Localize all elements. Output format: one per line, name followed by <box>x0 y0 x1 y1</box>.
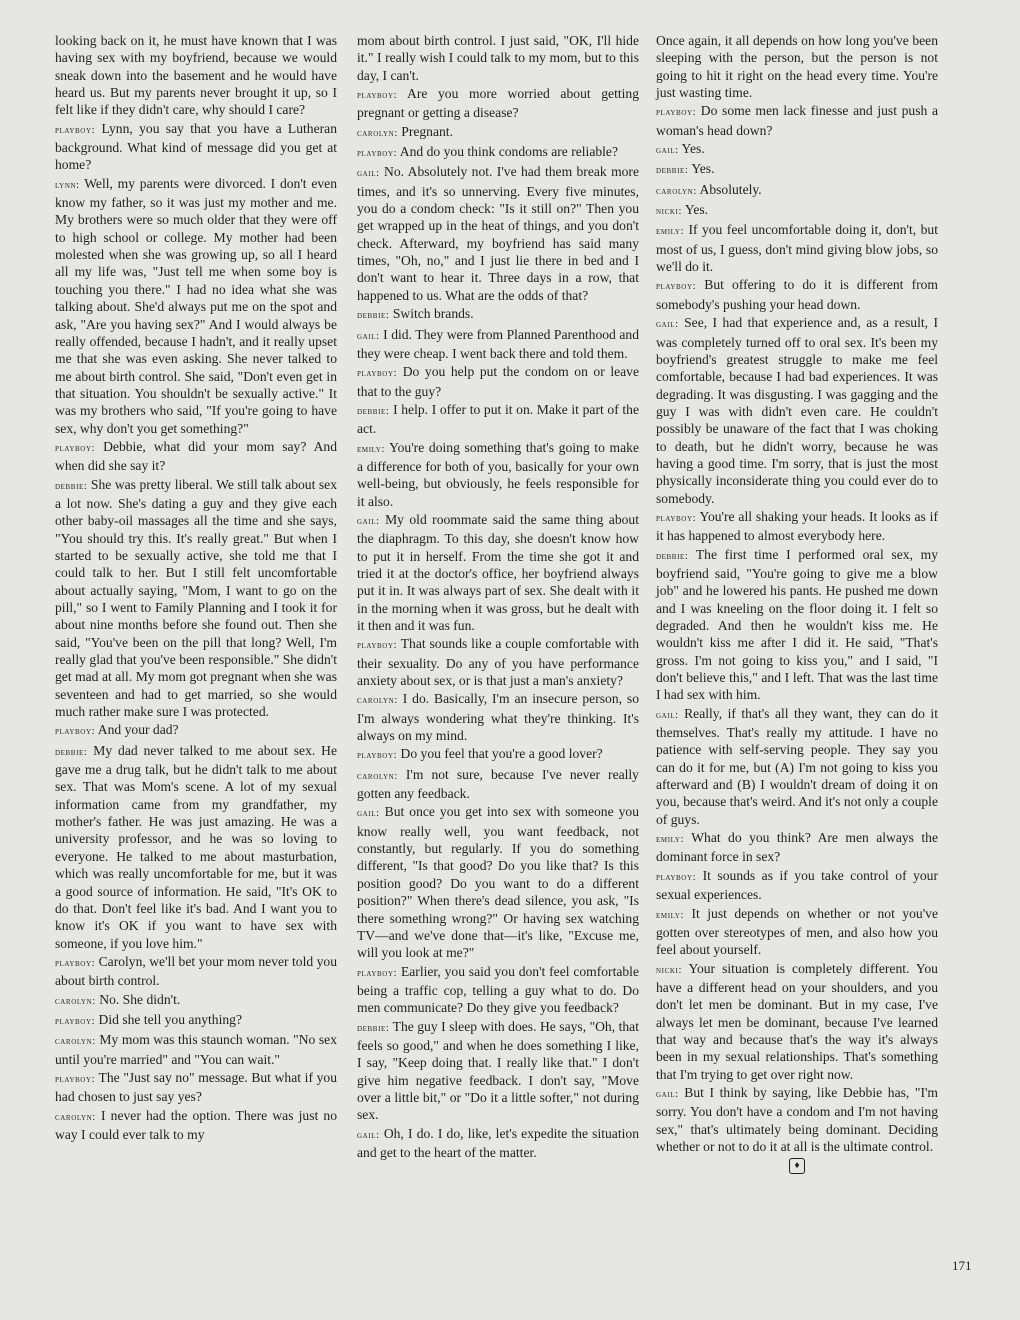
speaker-label: playboy: <box>357 148 398 160</box>
paragraph-text: The first time I performed oral sex, my boyfriend said, "You're going to give me a blow job" and he lowered his pants. He pushed me down and I was kneeling on the floor doing it. I felt so degraded. And then he wouldn't kiss me. He wouldn't kiss me after I did it. He said, "That's gross. I'm not going to kiss you," and I said, "I don't believe this," and I left. That was the last time I had sex with him. <box>656 546 938 703</box>
paragraph-text: Did she tell you anything? <box>98 1011 243 1027</box>
paragraph <box>357 305 639 324</box>
paragraph <box>55 953 337 990</box>
paragraph-text: That sounds like a couple comfortable with their sexuality. Do any of you have performance anxiety about sex, or is that just a man's anxiety? <box>357 636 640 689</box>
speaker-label: playboy: <box>357 967 398 979</box>
paragraph-text: Debbie, what did your mom say? And when did she say it? <box>55 438 337 474</box>
speaker-label: carolyn: <box>55 1036 96 1048</box>
speaker-label: playboy: <box>55 1073 96 1085</box>
speaker-label: gail: <box>656 1088 679 1100</box>
speaker-label: debbie: <box>656 550 689 562</box>
paragraph-text: Yes. <box>691 161 715 177</box>
paragraph <box>656 705 938 828</box>
speaker-label: carolyn: <box>656 185 697 197</box>
paragraph <box>357 511 639 634</box>
speaker-label: emily: <box>656 834 684 846</box>
paragraph-text: You're doing something that's going to make a difference for both of you, basically for your own well-being, but obviously, he feels responsible for it also. <box>357 439 639 509</box>
paragraph-text: And your dad? <box>97 722 179 738</box>
paragraph <box>357 766 639 803</box>
paragraph-text: I help. I offer to put it on. Make it part of the act. <box>357 401 639 437</box>
speaker-label: gail: <box>357 808 380 820</box>
paragraph <box>357 123 639 142</box>
speaker-label: debbie: <box>357 310 390 322</box>
paragraph <box>656 32 938 101</box>
paragraph-text: Yes. <box>684 202 709 218</box>
paragraph <box>656 140 938 159</box>
paragraph <box>357 85 639 122</box>
paragraph-text: My old roommate said the same thing about the diaphragm. To this day, she doesn't know how to put it in herself. From the time she got it and tried it at the doctor's office, her boyfriend always put it in. It was always part of sex. She dealt with it in the morning when it was gross, but he dealt with it then and it was fun. <box>357 511 639 633</box>
speaker-label: gail: <box>656 319 679 331</box>
paragraph <box>656 201 938 220</box>
paragraph-text: What do you think? Are men always the dominant force in sex? <box>656 830 939 865</box>
paragraph <box>656 221 938 275</box>
text-column-3 <box>656 32 938 1174</box>
paragraph-text: Are you more worried about getting pregnant or getting a disease? <box>357 86 640 121</box>
speaker-label: debbie: <box>55 746 88 758</box>
speaker-label: emily: <box>357 443 385 455</box>
speaker-label: debbie: <box>357 1022 390 1034</box>
paragraph <box>357 690 639 744</box>
speaker-label: carolyn: <box>357 127 398 139</box>
speaker-label: playboy: <box>656 871 697 883</box>
speaker-label: gail: <box>357 168 380 180</box>
speaker-label: playboy: <box>656 107 697 119</box>
paragraph-text: But I think by saying, like Debbie has, "I'm sorry. You don't have a condom and I'm not having sex," that's ultimately being dominant. Deciding whether or not to do it at all is the ultimate control. <box>656 1084 938 1154</box>
paragraph <box>55 721 337 740</box>
speaker-label: playboy: <box>55 1015 96 1027</box>
paragraph-text: mom about birth control. I just said, "OK, I'll hide it." I really wish I could talk to my mom, but to this day, I can't. <box>357 33 639 83</box>
paragraph <box>55 476 337 721</box>
paragraph-text: If you feel uncomfortable doing it, don't, but most of us, I guess, don't mind giving blow jobs, so we'll do it. <box>656 222 938 275</box>
paragraph <box>55 1031 337 1068</box>
text-column-2 <box>357 32 639 1162</box>
speaker-label: playboy: <box>656 281 697 293</box>
speaker-label: carolyn: <box>55 1111 96 1123</box>
paragraph-text: Carolyn, we'll bet your mom never told you about birth control. <box>55 953 337 989</box>
paragraph <box>55 991 337 1010</box>
speaker-label: playboy: <box>656 512 697 524</box>
paragraph <box>55 1011 337 1030</box>
paragraph <box>55 1069 337 1106</box>
paragraph <box>656 546 938 704</box>
paragraph-text: Your situation is completely different. You have a different head on your shoulders, and you don't let men be dominant. But in my case, I've always let men be dominant, because I've learned that way and because that's the way it's always been in my sexual relationships. That's something that I'm trying to get over right now. <box>656 960 938 1082</box>
speaker-label: gail: <box>656 145 679 157</box>
paragraph <box>357 326 639 363</box>
paragraph <box>656 276 938 313</box>
playboy-bunny-icon: ♦ <box>789 1158 805 1174</box>
paragraph <box>656 905 938 959</box>
paragraph <box>656 314 938 507</box>
paragraph-text: Pregnant. <box>401 123 453 139</box>
paragraph-text: I did. They were from Planned Parenthood and they were cheap. I went back there and told them. <box>357 326 639 361</box>
paragraph-text: Switch brands. <box>392 306 474 322</box>
paragraph-text: Absolutely. <box>699 181 762 197</box>
paragraph-text: Really, if that's all they want, they can do it themselves. That's really my attitude. I have no patience with self-serving people. They say you can do it for me, but (A) I'm not going to kiss you afterward and (B) I wouldn't dream of doing it on you, because that's weird. And it's not only a couple of guys. <box>656 705 938 827</box>
paragraph <box>55 742 337 952</box>
paragraph-text: The guy I sleep with does. He says, "Oh, that feels so good," and when he does something I like, I say, "Keep doing that. I really like that." I don't give him negative feedback. I don't say, "Move over a little bit," or "Do it a little softer," not during sex. <box>357 1018 639 1123</box>
text-column-1 <box>55 32 337 1144</box>
paragraph <box>357 1018 639 1124</box>
paragraph-text: Do you help put the condom on or leave that to the guy? <box>357 364 639 399</box>
paragraph <box>656 829 938 866</box>
paragraph-text: Lynn, you say that you have a Lutheran background. What kind of message did you get at home? <box>55 120 337 173</box>
paragraph-text: Oh, I do. I do, like, let's expedite the situation and get to the heart of the matter. <box>357 1125 639 1160</box>
paragraph-text: Once again, it all depends on how long you've been sleeping with the person, but the person is not going to hit it right on the head every time. You're just wasting time. <box>656 33 938 101</box>
speaker-label: gail: <box>357 515 380 527</box>
paragraph <box>357 32 639 84</box>
speaker-label: playboy: <box>357 640 398 652</box>
speaker-label: playboy: <box>357 90 398 102</box>
paragraph-text: My dad never talked to me about sex. He gave me a drug talk, but he didn't talk to me about sex. That was Mom's scene. A lot of my sexual information came from my grandfather, my mother's father. He was just amazing. He was a university professor, and he was so loving to everyone. He talked to me about masturbation, which was really uncomfortable for me, but it was a good source of information. He said, "It's OK to do that. Don't feel like it's bad. And I want you to know it's OK if you want to have sex with someone, if you love him." <box>55 742 337 951</box>
paragraph <box>656 181 938 200</box>
speaker-label: gail: <box>357 1129 380 1141</box>
paragraph-text: No. Absolutely not. I've had them break more times, and it's so unnerving. Every five minutes, you do a condom check: "Is it still on?" Then you get wrapped up in the heat of things, and you don't check. Afterward, my boyfriend has said many times, "Oh, no," and I just lie there in bed and I don't want to hear it. Three days in a row, that happened to us. What are the odds of that? <box>357 164 639 303</box>
paragraph <box>656 867 938 904</box>
paragraph-text: But once you get into sex with someone you know really well, you want feedback, not constantly, but regularly. If you do something different, "Is that good? Do you like that? Is this position good? Do you want to do a different position?" When there's dead silence, you ask, "Is there something wrong?" Or having sex watching TV—and we've done that—it's like, "Excuse me, will you look at me?" <box>357 804 639 961</box>
speaker-label: playboy: <box>55 957 96 969</box>
speaker-label: playboy: <box>55 124 96 136</box>
speaker-label: emily: <box>656 909 684 921</box>
speaker-label: playboy: <box>55 726 96 738</box>
paragraph-text: She was pretty liberal. We still talk about sex a lot now. She's dating a guy and they give each other baby-oil massages all the time and she says, "You should try this. It's really great." But when I started to be sexually active, she told me that I could talk to her. But I still felt uncomfortable about actually saying, "Mom, I want to go on the pill," so I went to Family Planning and I took it for about nine months before she found out. Then she said, "You've been on the pill that long? Well, I'm really glad that you've been responsible." She didn't get mad at all. My mom got pregnant when she was seventeen and had to get married, so she would much rather make sure I was protected. <box>55 476 337 720</box>
paragraph-text: See, I had that experience and, as a result, I was completely turned off to oral sex. It's been my boyfriend's greatest struggle to make me feel comfortable, because I had bad experiences. It was degrading. It was disgusting. I was gagging and the guy I was with didn't even care. He couldn't possibly be unaware of the fact that I was choking to death, but he didn't worry, because he was having a good time. I'm sorry, that is just the most physically inconsiderate thing you could ever do to somebody. <box>656 315 938 506</box>
paragraph <box>357 439 639 510</box>
paragraph <box>357 401 639 438</box>
paragraph-text: I do. Basically, I'm an insecure person, so I'm always wondering what they're thinking. It's always on my mind. <box>357 691 639 744</box>
paragraph <box>357 1125 639 1162</box>
speaker-label: playboy: <box>55 442 96 454</box>
paragraph <box>357 745 639 764</box>
paragraph-text: Do you feel that you're a good lover? <box>400 746 603 762</box>
paragraph-text: Earlier, you said you don't feel comfortable being a traffic cop, telling a guy what to do. Do men communicate? Do they give you feedback? <box>357 963 639 1016</box>
paragraph <box>357 963 639 1017</box>
speaker-label: nicki: <box>656 964 682 976</box>
speaker-label: playboy: <box>357 750 398 762</box>
paragraph <box>656 508 938 545</box>
speaker-label: debbie: <box>656 165 689 177</box>
paragraph-text: And do you think condoms are reliable? <box>399 144 618 160</box>
speaker-label: playboy: <box>357 368 398 380</box>
paragraph-text: Well, my parents were divorced. I don't even know my father, so it was just my mother and me. My brothers were so much older that they were off to high school or college. My mother had been molested when she was growing up, so all I heard all my life was, "Just tell me when some boy is touching you there." I had no idea what she was talking about. She'd always put me on the spot and ask, "Are you having sex?" And I would always be really offended, because I hadn't, and it really upset me that she was even asking. She never talked to me about birth control. She said, "Don't even get in that situation. You shouldn't be sexually active." It was my brothers who said, "If you're going to have sex, why don't you get something?" <box>55 175 337 436</box>
page-number: 171 <box>952 1258 972 1273</box>
speaker-label: carolyn: <box>55 995 96 1007</box>
paragraph <box>55 32 337 119</box>
paragraph <box>656 160 938 179</box>
paragraph-text: It just depends on whether or not you've gotten over stereotypes of men, and also how you feel about yourself. <box>656 905 938 958</box>
paragraph <box>656 1084 938 1155</box>
paragraph-text: You're all shaking your heads. It looks as if it has happened to almost everybody here. <box>656 508 938 544</box>
paragraph-text: No. She didn't. <box>99 991 181 1007</box>
paragraph <box>357 143 639 162</box>
speaker-label: gail: <box>357 330 380 342</box>
paragraph <box>656 102 938 139</box>
speaker-label: debbie: <box>55 480 88 492</box>
speaker-label: nicki: <box>656 206 682 218</box>
paragraph-text: Yes. <box>681 141 705 157</box>
paragraph <box>656 960 938 1083</box>
speaker-label: gail: <box>656 709 679 721</box>
speaker-label: lynn: <box>55 179 80 191</box>
paragraph <box>357 803 639 961</box>
paragraph <box>55 175 337 437</box>
paragraph-text: But offering to do it is different from somebody's pushing your head down. <box>656 277 938 312</box>
paragraph-text: It sounds as if you take control of your sexual experiences. <box>656 867 938 903</box>
paragraph <box>357 163 639 304</box>
paragraph-text: looking back on it, he must have known that I was having sex with my boyfriend, because we would sneak down into the basement and he would have heard us. But my parents never brought it up, so I felt like if they didn't care, why should I care? <box>55 33 337 118</box>
paragraph-text: The "Just say no" message. But what if you had chosen to just say yes? <box>55 1069 338 1105</box>
speaker-label: debbie: <box>357 405 390 417</box>
paragraph <box>55 438 337 475</box>
paragraph-text: My mom was this staunch woman. "No sex until you're married" and "You can wait." <box>55 1032 337 1067</box>
paragraph <box>55 1107 337 1144</box>
speaker-label: carolyn: <box>357 770 398 782</box>
paragraph-text: Do some men lack finesse and just push a woman's head down? <box>656 103 938 138</box>
paragraph-text: I'm not sure, because I've never really gotten any feedback. <box>357 766 639 802</box>
paragraph <box>357 635 639 689</box>
speaker-label: carolyn: <box>357 695 398 707</box>
paragraph-text: I never had the option. There was just no way I could ever talk to my <box>55 1107 337 1142</box>
paragraph <box>55 120 337 174</box>
speaker-label: emily: <box>656 226 684 238</box>
paragraph <box>357 363 639 400</box>
